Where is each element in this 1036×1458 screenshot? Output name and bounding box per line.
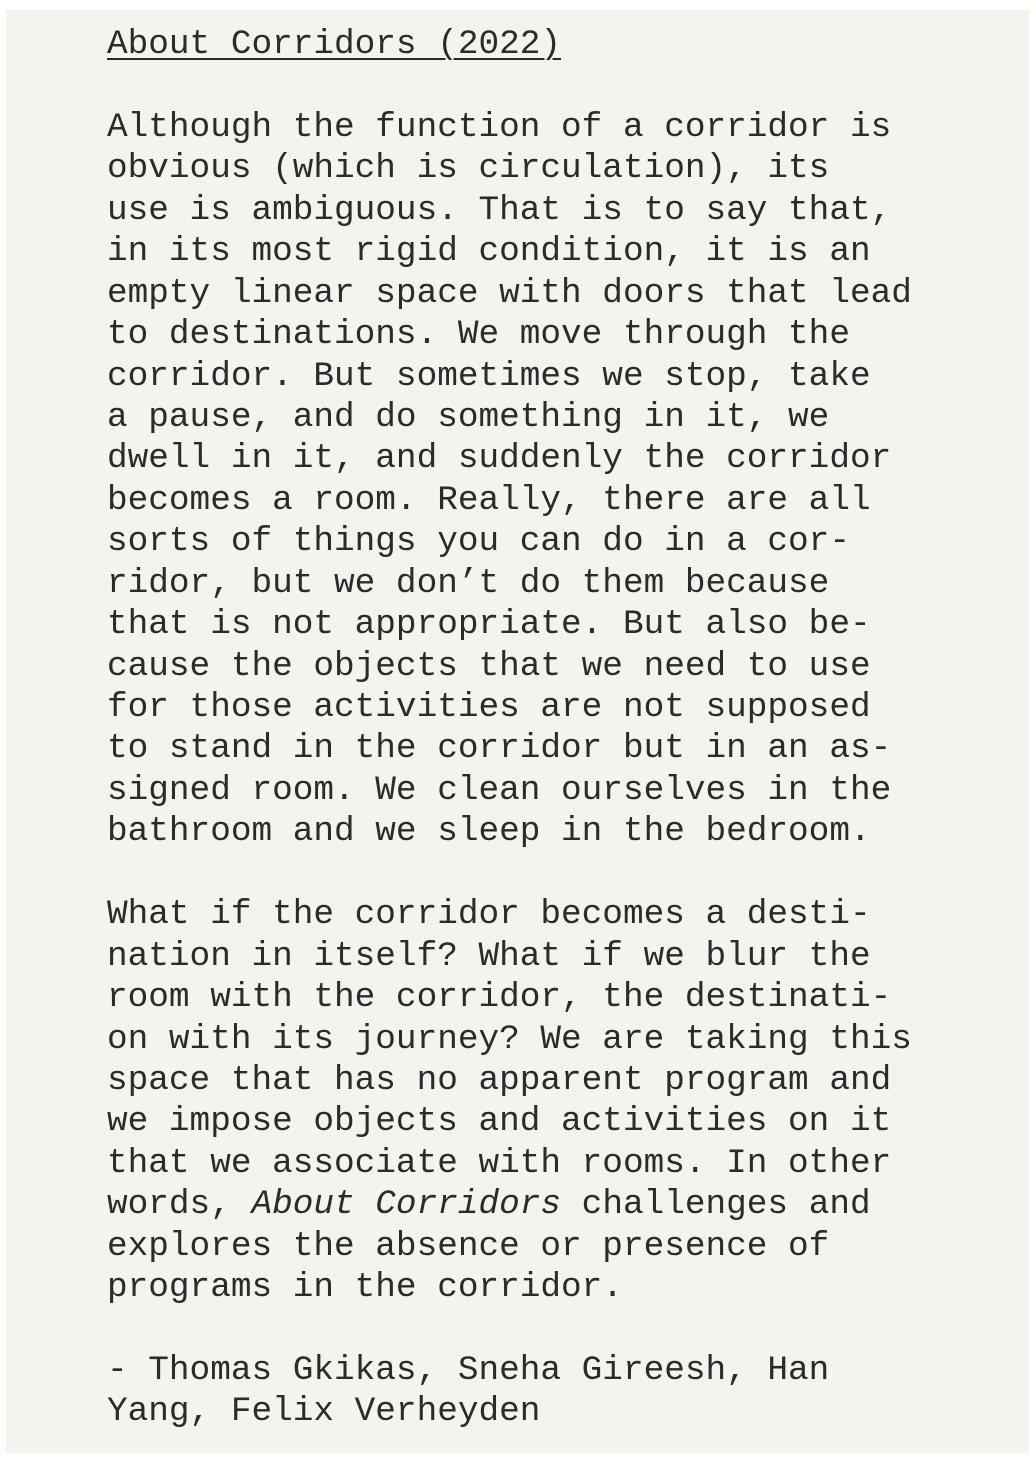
paragraph-line: bathroom and we sleep in the bedroom. — [107, 812, 871, 852]
paragraph-line: corridor. But sometimes we stop, take — [107, 356, 871, 396]
credits — [107, 1350, 1007, 1433]
paragraph-line: nation in itself? What if we blur the — [107, 936, 871, 976]
paragraph-line: signed room. We clean ourselves in the — [107, 770, 892, 810]
paragraph-line: in its most rigid condition, it is an — [107, 232, 871, 272]
paragraph-line: programs in the corridor. — [107, 1268, 623, 1308]
paragraph-line: to stand in the corridor but in an as- — [107, 729, 892, 769]
paragraph-line: use is ambiguous. That is to say that, — [107, 190, 892, 230]
paragraph-2 — [107, 894, 1007, 1308]
essay-text — [107, 24, 1007, 1433]
paragraph-line: becomes a room. Really, there are all — [107, 480, 871, 520]
text-segment: words, — [107, 1185, 252, 1225]
paragraph-line: explores the absence or presence of — [107, 1226, 830, 1266]
paragraph-line: a pause, and do something in it, we — [107, 397, 830, 437]
paragraph-line: that is not appropriate. But also be- — [107, 605, 871, 645]
paragraph-line: space that has no apparent program and — [107, 1060, 892, 1100]
paragraph-line: on with its journey? We are taking this — [107, 1019, 912, 1059]
title-line — [107, 24, 1007, 65]
credits-line: Yang, Felix Verheyden — [107, 1392, 541, 1432]
paragraph-line-with-italic — [107, 1184, 1007, 1225]
blank-line — [107, 65, 1007, 106]
blank-line — [107, 853, 1007, 894]
paragraph-line: dwell in it, and suddenly the corridor — [107, 439, 892, 479]
paragraph-line: What if the corridor becomes a desti- — [107, 895, 871, 935]
document-page — [6, 10, 1029, 1453]
italic-title-reference: About Corridors — [251, 1185, 562, 1225]
paragraph-line: for those activities are not supposed — [107, 688, 871, 727]
paragraph-line: ridor, but we don’t do them because — [107, 563, 830, 603]
paragraph-line: that we associate with rooms. In other — [107, 1143, 892, 1183]
paragraph-line: cause the objects that we need to use — [107, 646, 871, 686]
text-segment: challenges and — [561, 1185, 871, 1225]
paragraph-line: we impose objects and activities on it — [107, 1102, 892, 1142]
paragraph-line: Although the function of a corridor is — [107, 107, 892, 147]
paragraph-1 — [107, 107, 1007, 853]
paragraph-line: empty linear space with doors that lead — [107, 273, 912, 313]
paragraph-line: room with the corridor, the destinati- — [107, 978, 892, 1018]
paragraph-line: to destinations. We move through the — [107, 315, 850, 355]
credits-line: - Thomas Gkikas, Sneha Gireesh, Han — [107, 1351, 830, 1390]
paragraph-line: obvious (which is circulation), its — [107, 149, 830, 189]
paragraph-line: sorts of things you can do in a cor- — [107, 522, 850, 562]
page-title: About Corridors (2022) — [107, 25, 562, 64]
blank-line — [107, 1309, 1007, 1350]
